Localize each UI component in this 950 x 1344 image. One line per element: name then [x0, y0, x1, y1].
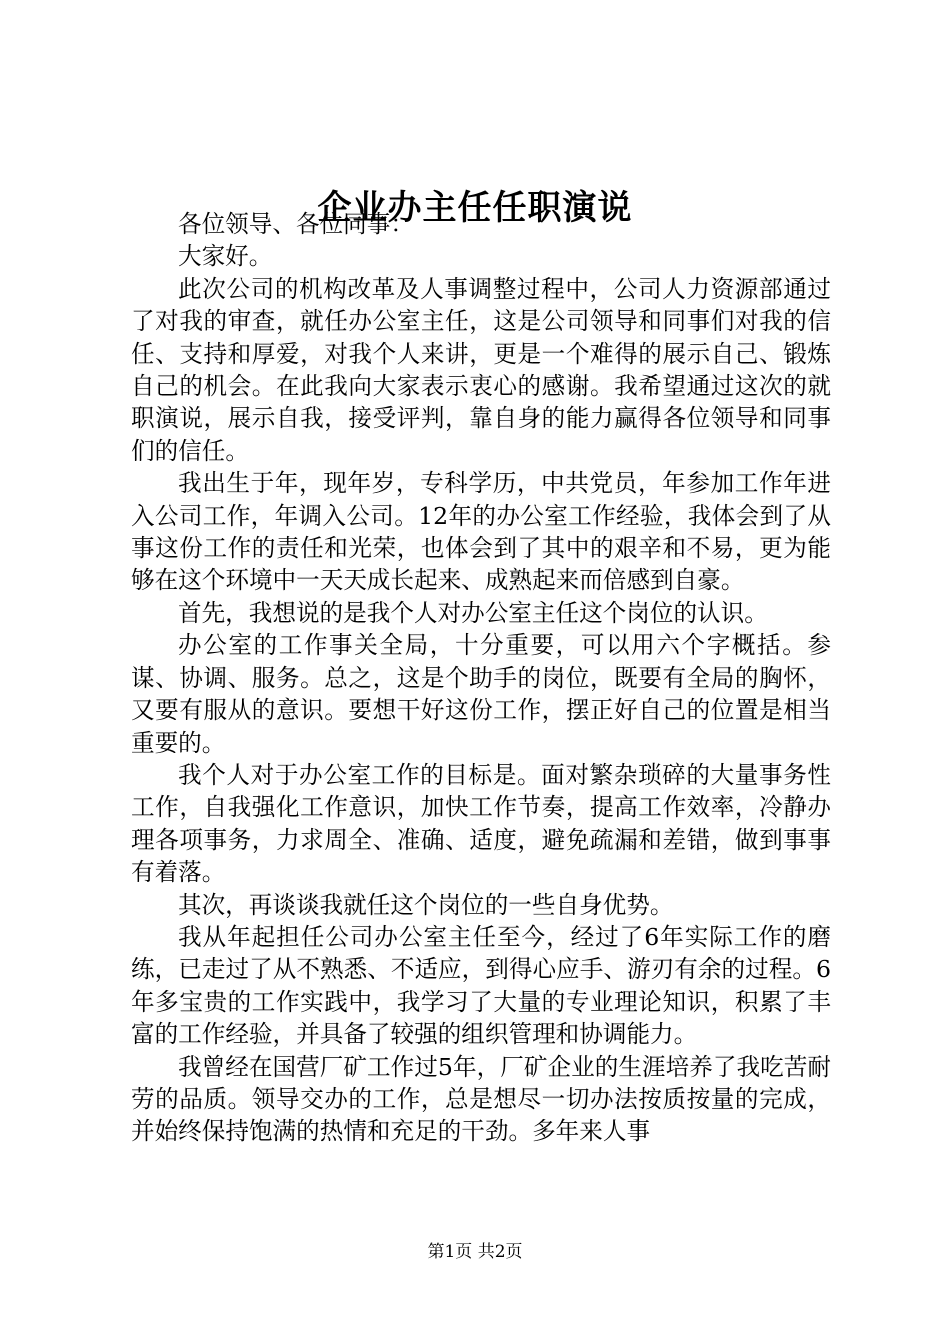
- paragraph: 办公室的工作事关全局，十分重要，可以用六个字概括。参谋、协调、服务。总之，这是个助手的岗位，既要有全局的胸怀，又要有服从的意识。要想干好这份工作，摆正好自己的位置是相当重要的。: [131, 631, 831, 757]
- paragraph: 我曾经在国营厂矿工作过5年，厂矿企业的生涯培养了我吃苦耐劳的品质。领导交办的工作，总是想尽一切办法按质按量的完成，并始终保持饱满的热情和充足的干劲。多年来人事: [131, 1052, 831, 1146]
- paragraph: 此次公司的机构改革及人事调整过程中，公司人力资源部通过了对我的审查，就任办公室主任，这是公司领导和同事们对我的信任、支持和厚爱，对我个人来讲，更是一个难得的展示自己、锻炼自己的机会。在此我向大家表示衷心的感谢。我希望通过这次的就职演说，展示自我，接受评判，靠自身的能力赢得各位领导和同事们的信任。: [131, 274, 831, 465]
- document-body: [131, 208, 831, 1148]
- paragraph: 我个人对于办公室工作的目标是。面对繁杂琐碎的大量事务性工作，自我强化工作意识，加快工作节奏，提高工作效率，冷静办理各项事务，力求周全、准确、适度，避免疏漏和差错，做到事事有着落。: [131, 760, 831, 887]
- paragraph: 我出生于年，现年岁，专科学历，中共党员，年参加工作年进入公司工作，年调入公司。12年的办公室工作经验，我体会到了从事这份工作的责任和光荣，也体会到了其中的艰辛和不易，更为能够在这个环境中一天天成长起来、成熟起来而倍感到自豪。: [131, 469, 831, 595]
- paragraph: 大家好。: [178, 242, 273, 271]
- paragraph: 首先，我想说的是我个人对办公室主任这个岗位的认识。: [178, 598, 768, 627]
- paragraph: 其次，再谈谈我就任这个岗位的一些自身优势。: [178, 890, 674, 919]
- page-footer: 第1页 共2页: [427, 1242, 523, 1262]
- document-title: 企业办主任任职演说: [317, 188, 633, 228]
- paragraph: 我从年起担任公司办公室主任至今，经过了6年实际工作的磨练，已走过了从不熟悉、不适应，到得心应手、游刃有余的过程。6年多宝贵的工作实践中，我学习了大量的专业理论知识，积累了丰富的工作经验，并具备了较强的组织管理和协调能力。: [131, 922, 831, 1049]
- paragraph: 各位领导、各位同事：: [178, 210, 414, 238]
